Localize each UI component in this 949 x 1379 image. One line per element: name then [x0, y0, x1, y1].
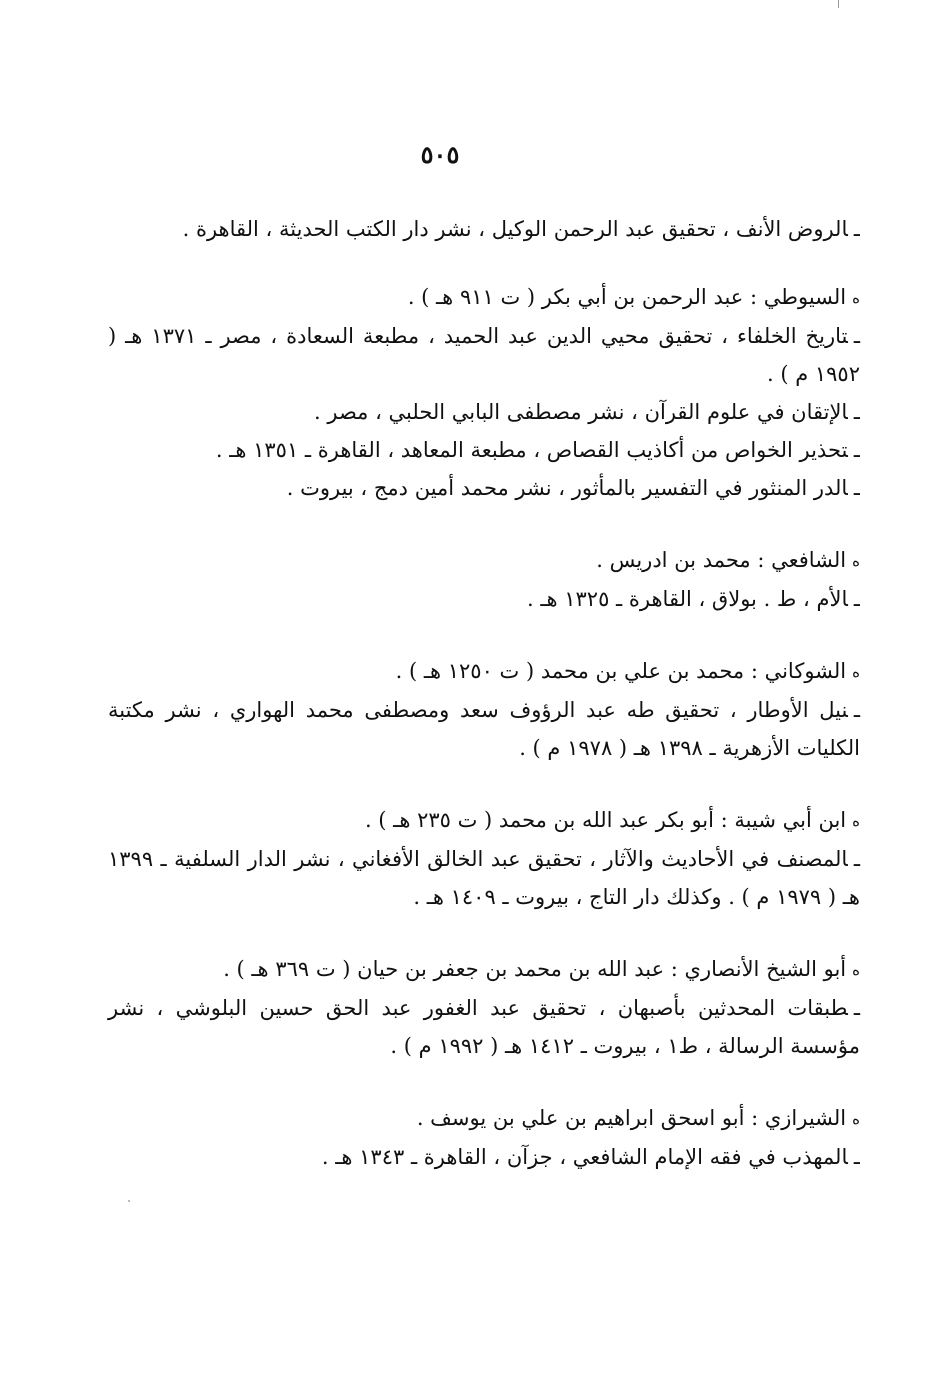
author-text: السيوطي : عبد الرحمن بن أبي بكر ( ت ٩١١ هـ ) . [407, 285, 847, 309]
author-line [108, 652, 860, 691]
bibliography-entry [108, 652, 860, 767]
work-item [108, 393, 860, 431]
dash-marker: ـ [853, 438, 860, 462]
bullet-marker: ه [852, 961, 860, 979]
dash-marker: ـ [853, 847, 860, 871]
bullet-marker: ه [852, 289, 860, 307]
scan-speck [128, 1200, 130, 1202]
work-item [108, 431, 860, 469]
work-text: تاريخ الخلفاء ، تحقيق محيي الدين عبد الحميد ، مطبعة السعادة ، مصر ـ ١٣٧١ هـ ( ١٩٥٢ م ) . [108, 324, 860, 386]
work-text: طبقات المحدثين بأصبهان ، تحقيق عبد الغفور عبد الحق حسين البلوشي ، نشر مؤسسة الرسالة ، ط١ ، بيروت ـ ١٤١٢ هـ ( ١٩٩٢ م ) . [108, 996, 860, 1058]
scan-mark [838, 0, 839, 8]
work-text: نيل الأوطار ، تحقيق طه عبد الرؤوف سعد ومصطفى محمد الهواري ، نشر مكتبة الكليات الأزهرية ـ ١٣٩٨ هـ ( ١٩٧٨ م ) . [108, 698, 860, 760]
dash-marker: ـ [853, 476, 860, 500]
bibliography-entry [108, 950, 860, 1065]
work-item [108, 317, 860, 393]
author-text: الشافعي : محمد بن ادريس . [596, 548, 847, 572]
work-text: المهذب في فقه الإمام الشافعي ، جزآن ، القاهرة ـ ١٣٤٣ هـ . [321, 1145, 848, 1169]
work-item [108, 1138, 860, 1176]
work-item [108, 840, 860, 916]
bibliography-entry [108, 278, 860, 507]
work-item [108, 691, 860, 767]
work-item [108, 210, 860, 248]
author-text: ابن أبي شيبة : أبو بكر عبد الله بن محمد ( ت ٢٣٥ هـ ) . [364, 808, 847, 832]
bibliography-entry [108, 801, 860, 916]
dash-marker: ـ [853, 324, 860, 348]
work-text: الإتقان في علوم القرآن ، نشر مصطفى البابي الحلبي ، مصر . [314, 400, 848, 424]
dash-marker: ـ [853, 217, 860, 241]
dash-marker: ـ [853, 1145, 860, 1169]
work-text: المصنف في الأحاديث والآثار ، تحقيق عبد الخالق الأفغاني ، نشر الدار السلفية ـ ١٣٩٩ هـ ( ١٩٧٩ م ) . وكذلك دار التاج ، بيروت ـ ١٤٠٩ هـ . [108, 847, 860, 909]
author-line [108, 541, 860, 580]
author-text: أبو الشيخ الأنصاري : عبد الله بن محمد بن جعفر بن حيان ( ت ٣٦٩ هـ ) . [223, 957, 847, 981]
dash-marker: ـ [853, 400, 860, 424]
bibliography-list [108, 210, 860, 1210]
author-line [108, 278, 860, 317]
author-line [108, 950, 860, 989]
author-text: الشيرازي : أبو اسحق ابراهيم بن علي بن يوسف . [416, 1106, 847, 1130]
work-text: الدر المنثور في التفسير بالمأثور ، نشر محمد أمين دمج ، بيروت . [286, 476, 848, 500]
bibliography-entry [108, 1099, 860, 1176]
work-item [108, 989, 860, 1065]
work-item [108, 580, 860, 618]
work-text: تحذير الخواص من أكاذيب القصاص ، مطبعة المعاهد ، القاهرة ـ ١٣٥١ هـ . [215, 438, 848, 462]
bullet-marker: ه [852, 663, 860, 681]
work-item [108, 469, 860, 507]
author-line [108, 801, 860, 840]
bullet-marker: ه [852, 1110, 860, 1128]
bullet-marker: ه [852, 552, 860, 570]
dash-marker: ـ [853, 698, 860, 722]
page-number: ٥٠٥ [420, 140, 460, 169]
work-text: الروض الأنف ، تحقيق عبد الرحمن الوكيل ، نشر دار الكتب الحديثة ، القاهرة . [182, 217, 848, 241]
bullet-marker: ه [852, 812, 860, 830]
bibliography-entry [108, 210, 860, 248]
bibliography-entry [108, 541, 860, 618]
work-text: الأم ، ط . بولاق ، القاهرة ـ ١٣٢٥ هـ . [526, 587, 848, 611]
author-line [108, 1099, 860, 1138]
dash-marker: ـ [853, 996, 860, 1020]
dash-marker: ـ [853, 587, 860, 611]
author-text: الشوكاني : محمد بن علي بن محمد ( ت ١٢٥٠ هـ ) . [395, 659, 847, 683]
